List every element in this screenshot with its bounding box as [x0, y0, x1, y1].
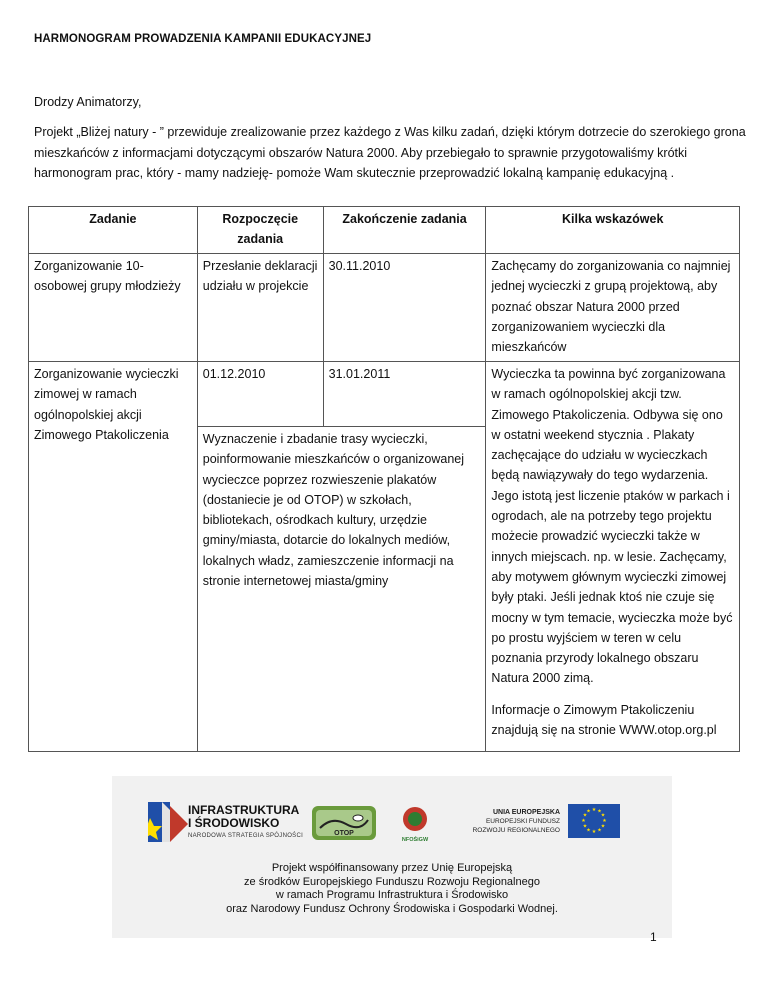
infrastruktura-logo-icon — [148, 798, 190, 846]
page-number: 1 — [650, 930, 657, 944]
svg-text:★: ★ — [586, 808, 591, 815]
tips-cell — [486, 362, 740, 752]
svg-text:★: ★ — [602, 818, 607, 824]
end-cell: 30.11.2010 — [323, 254, 486, 362]
svg-text:★: ★ — [581, 818, 586, 824]
svg-text:★: ★ — [597, 808, 602, 815]
greeting: Drodzy Animatorzy, — [34, 95, 142, 109]
tips-cell: Zachęcamy do zorganizowania co najmniej jednej wycieczki z grupą projektową, aby poznać obszar Natura 2000 przed zorganizowaniem wycieczki dla mieszkańców — [486, 254, 740, 362]
header-start: Rozpoczęcie zadania — [197, 207, 323, 254]
svg-text:★: ★ — [597, 827, 602, 834]
start-cell: Przesłanie deklaracji udziału w projekcie — [197, 254, 323, 362]
start-cell: 01.12.2010 — [197, 362, 323, 427]
svg-text:★: ★ — [600, 812, 606, 819]
svg-text:★: ★ — [582, 823, 588, 830]
description-cell: Wyznaczenie i zbadanie trasy wycieczki, poinformowanie mieszkańców o organizowanej wycieczce poprzez rozwieszenie plakatów (dostaniecie je od OTOP) w szkołach, bibliotekach, ośrodkach kultury, urzędzie gminy/miasta, dotarcie do lokalnych mediów, lokalnych władz, zamieszczenie informacji na stronie internetowej miasta/gminy — [197, 427, 486, 752]
svg-text:NFOŚiGW: NFOŚiGW — [401, 837, 429, 843]
tips-link-info: Informacje o Zimowym Ptakoliczeniu znajdują się na stronie WWW.otop.org.pl — [491, 702, 717, 738]
task-cell: Zorganizowanie wycieczki zimowej w ramach ogólnopolskiej akcji Zimowego Ptakoliczenia — [29, 362, 198, 752]
header-tips: Kilka wskazówek — [486, 207, 740, 254]
eu-logo-text: UNIA EUROPEJSKA EUROPEJSKI FUNDUSZ ROZWOJU REGIONALNEGO — [472, 809, 560, 834]
svg-text:★: ★ — [591, 807, 597, 813]
intro-paragraph: Projekt „Bliżej natury - ” przewiduje zrealizowanie przez każdego z Was kilku zadań, dzięki którym dotrzecie do szerokiego grona mieszkańców z informacjami dotyczącymi obszarów Natura 2000. Aby przebiegało to sprawnie przygotowaliśmy krótki harmonogram prac, który - mamy nadzieję- pomoże Wam skutecznie przeprowadzić lokalną kampanię edukacyjną . — [34, 125, 746, 180]
eu-flag-icon — [568, 804, 620, 838]
funding-logos — [112, 776, 672, 938]
svg-text:★: ★ — [582, 812, 588, 819]
tips-text: Wycieczka ta powinna być zorganizowana w ramach ogólnopolskiej akcji tzw. Zimowego Ptakoliczenia. Odbywa się ono w ostatni weekend stycznia . Plakaty zachęcające do udziału w wycieczkach będą nawiązywały do tego wydarzenia. Jego istotą jest liczenie ptaków w parkach i ogrodach, ale na potrzeby tego projektu możecie prowadzić wycieczki także w innych miejscach. np. w lesie. Zachęcamy, aby motywem głównym wycieczki zimowej były ptaki. Jeśli jednak ktoś nie czuje się mocny w tym temacie, wycieczka może być po prostu wyjściem w teren w celu poznania przyrody lokalnego obszaru Natura 2000 zimą. — [491, 367, 733, 686]
document-title: HARMONOGRAM PROWADZENIA KAMPANII EDUKACYJNEJ — [34, 33, 372, 45]
table-row — [29, 254, 740, 362]
nfosigw-logo-icon — [400, 804, 430, 844]
svg-text:★: ★ — [600, 823, 606, 830]
funding-caption: Projekt współfinansowany przez Unię Europejską ze środków Europejskiego Funduszu Rozwoju Regionalnego w ramach Programu Infrastruktura i Środowisko oraz Narodowy Fundusz Ochrony Środowiska i Gospodarki Wodnej. — [226, 862, 558, 915]
end-cell: 31.01.2011 — [323, 362, 486, 427]
svg-text:★: ★ — [591, 829, 597, 835]
schedule-table — [28, 206, 740, 752]
svg-text:OTOP: OTOP — [334, 830, 354, 837]
header-end: Zakończenie zadania — [323, 207, 486, 254]
otop-logo-icon — [312, 806, 376, 840]
header-task: Zadanie — [29, 207, 198, 254]
task-cell: Zorganizowanie 10-osobowej grupy młodzieży — [29, 254, 198, 362]
svg-text:★: ★ — [586, 827, 591, 834]
infrastruktura-logo-text: INFRASTRUKTURA I ŚRODOWISKO NARODOWA STRATEGIA SPÓJNOŚCI — [188, 803, 304, 839]
table-row — [29, 362, 740, 427]
table-header-row — [29, 207, 740, 254]
